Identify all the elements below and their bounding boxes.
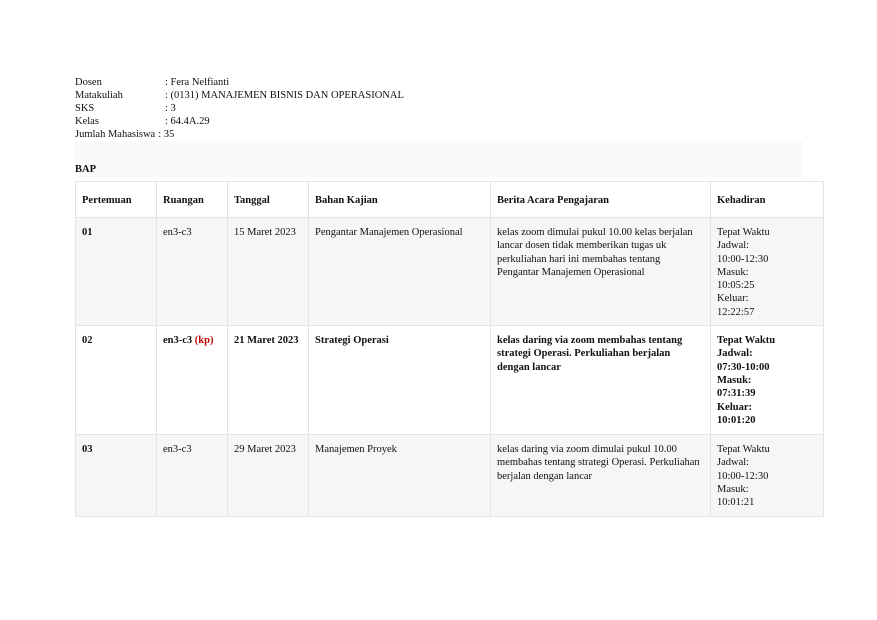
kehadiran-status: Tepat Waktu bbox=[717, 335, 776, 347]
info-kelas bbox=[75, 115, 404, 128]
masuk-value: 07:31:39 bbox=[717, 388, 756, 400]
jadwal-label: Jadwal: bbox=[717, 457, 750, 469]
header-kehadiran: Kehadiran bbox=[711, 182, 824, 218]
sks-label: SKS bbox=[75, 103, 95, 114]
cell-berita: kelas daring via zoom membahas tentang strategi Operasi. Perkuliahan berjalan dengan lancar bbox=[491, 326, 711, 435]
cell-pertemuan: 03 bbox=[76, 435, 157, 516]
cell-tanggal: 29 Maret 2023 bbox=[228, 435, 309, 516]
cell-kehadiran bbox=[711, 326, 824, 435]
masuk-value: 10:05:25 bbox=[717, 280, 755, 292]
dosen-label: Dosen bbox=[75, 77, 102, 88]
keluar-label: Keluar: bbox=[717, 293, 749, 305]
cell-bahan: Manajemen Proyek bbox=[309, 435, 491, 516]
jumlah-label: Jumlah Mahasiswa bbox=[75, 129, 156, 140]
cell-berita: kelas zoom dimulai pukul 10.00 kelas berjalan lancar dosen tidak memberikan tugas uk perkuliahan hari ini membahas tentang Pengantar Manajemen Operasional bbox=[491, 218, 711, 326]
kehadiran-status: Tepat Waktu bbox=[717, 227, 770, 238]
info-jumlah bbox=[75, 128, 404, 141]
kehadiran-status: Tepat Waktu bbox=[717, 444, 770, 456]
cell-kehadiran bbox=[711, 218, 824, 326]
matakuliah-label: Matakuliah bbox=[75, 90, 123, 101]
jadwal-value: 10:00-12:30 bbox=[717, 253, 769, 265]
info-dosen bbox=[75, 76, 404, 89]
kelas-label: Kelas bbox=[75, 116, 99, 127]
table-header-row bbox=[76, 182, 824, 218]
cell-bahan: Strategi Operasi bbox=[309, 326, 491, 435]
bap-table bbox=[75, 181, 824, 517]
keluar-value: 12:22:57 bbox=[717, 306, 755, 318]
cell-ruangan: en3-c3 bbox=[157, 435, 228, 516]
masuk-label: Masuk: bbox=[717, 374, 752, 386]
ruangan-value: en3-c3 bbox=[163, 335, 193, 347]
jadwal-value: 10:00-12:30 bbox=[717, 470, 769, 482]
header-pertemuan: Pertemuan bbox=[76, 182, 157, 218]
jadwal-label: Jadwal: bbox=[717, 240, 750, 252]
info-sks bbox=[75, 102, 404, 115]
sks-value: : 3 bbox=[165, 103, 176, 114]
table-row bbox=[76, 435, 824, 516]
header-ruangan: Ruangan bbox=[157, 182, 228, 218]
table-row bbox=[76, 218, 824, 326]
dosen-value: : Fera Nelfianti bbox=[165, 77, 230, 88]
cell-kehadiran bbox=[711, 435, 824, 516]
cell-tanggal: 21 Maret 2023 bbox=[228, 326, 309, 435]
ruangan-note: (kp) bbox=[194, 335, 214, 347]
jumlah-value: : 35 bbox=[158, 129, 175, 140]
matakuliah-value: : (0131) MANAJEMEN BISNIS DAN OPERASIONAL bbox=[165, 90, 404, 101]
header-berita-acara: Berita Acara Pengajaran bbox=[491, 182, 711, 218]
cell-tanggal: 15 Maret 2023 bbox=[228, 218, 309, 326]
cell-ruangan: en3-c3 bbox=[157, 218, 228, 326]
masuk-label: Masuk: bbox=[717, 266, 749, 278]
cell-pertemuan: 02 bbox=[76, 326, 157, 435]
cell-pertemuan: 01 bbox=[76, 218, 157, 326]
jadwal-label: Jadwal: bbox=[717, 348, 753, 360]
course-info bbox=[75, 76, 404, 141]
keluar-value: 10:01:20 bbox=[717, 414, 756, 426]
info-matakuliah bbox=[75, 89, 404, 102]
masuk-value: 10:01:21 bbox=[717, 497, 755, 509]
header-tanggal: Tanggal bbox=[228, 182, 309, 218]
cell-bahan: Pengantar Manajemen Operasional bbox=[309, 218, 491, 326]
kelas-value: : 64.4A.29 bbox=[165, 116, 210, 127]
masuk-label: Masuk: bbox=[717, 483, 749, 495]
jadwal-value: 07:30-10:00 bbox=[717, 361, 770, 373]
keluar-label: Keluar: bbox=[717, 401, 752, 413]
section-title: BAP bbox=[75, 164, 96, 175]
cell-ruangan bbox=[157, 326, 228, 435]
section-shade bbox=[75, 141, 803, 177]
table-row bbox=[76, 326, 824, 435]
cell-berita: kelas daring via zoom dimulai pukul 10.00 membahas tentang strategi Operasi. Perkuliahan berjalan dengan lancar bbox=[491, 435, 711, 516]
header-bahan-kajian: Bahan Kajian bbox=[309, 182, 491, 218]
